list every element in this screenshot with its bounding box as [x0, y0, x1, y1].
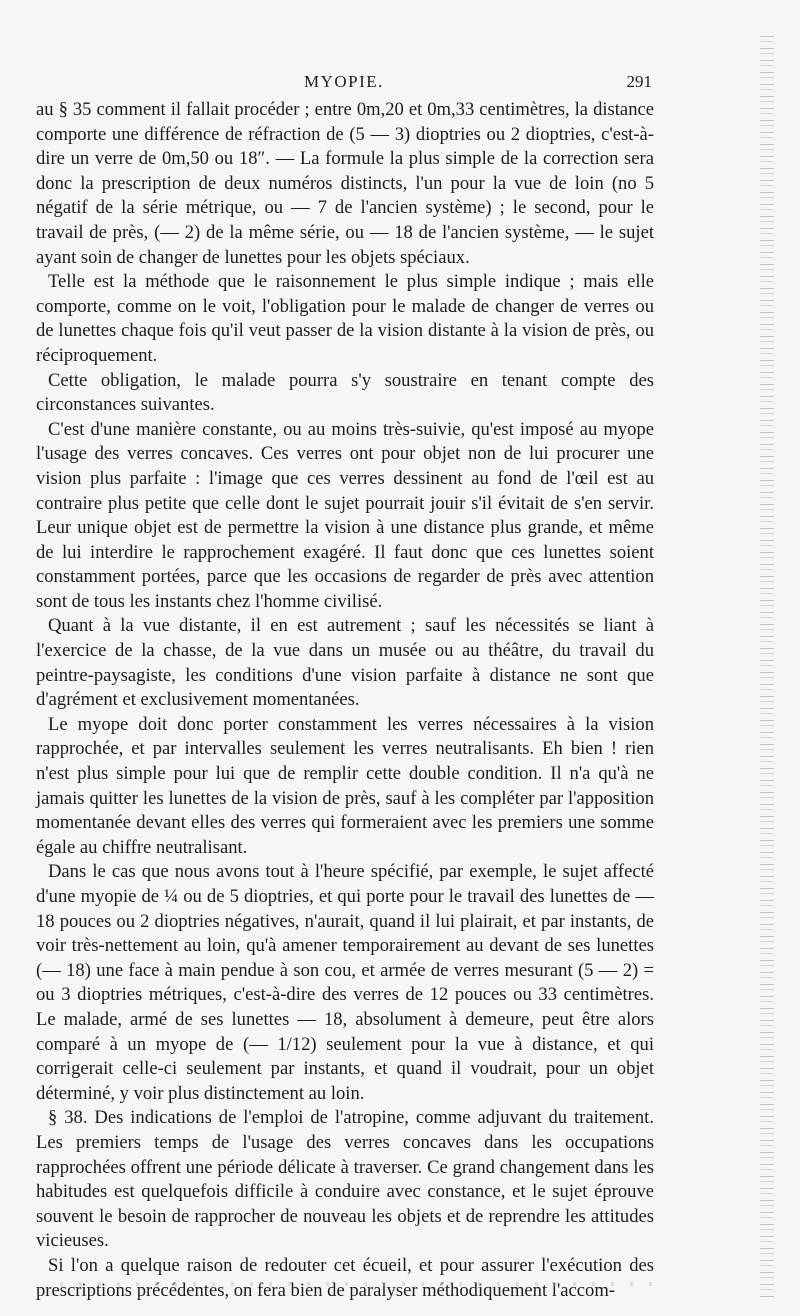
page-number: 291 — [626, 72, 652, 91]
paragraph: Le myope doit donc porter constamment les verres nécessaires à la vision rapprochée, et par intervalles seulement les verres neutralisants. Eh bien ! rien n'est plus simple pour lui que de remplir cette double condition. Il n'a qu'à ne jamais quitter les lunettes de la vision de près, sauf à les compléter par l'apposition momentanée devant elles des verres qui formeraient avec les premiers une somme égale au chiffre neutralisant. — [36, 713, 654, 858]
paragraph: Si l'on a quelque raison de redouter cet écueil, et pour assurer l'exécution des prescriptions précédentes, on fera bien de paralyser méthodiquement l'accom- — [36, 1254, 654, 1301]
paragraph: Cette obligation, le malade pourra s'y soustraire en tenant compte des circonstances suivantes. — [36, 369, 654, 416]
paragraph: C'est d'une manière constante, ou au moins très-suivie, qu'est imposé au myope l'usage des verres concaves. Ces verres ont pour objet non de lui procurer une vision plus parfaite : l'image que ces verres dessinent au fond de l'œil est au contraire plus petite que celle dont le sujet pourrait jouir s'il évitait de s'en servir. Leur unique objet est de permettre la vision à une distance plus grande, et même de lui interdire le rapprochement exagéré. Il faut donc que ces lunettes soient constamment portées, parce que les occasions de regarder de près avec attention sont de tous les instants chez l'homme civilisé. — [36, 418, 654, 612]
running-title: MYOPIE. — [304, 72, 384, 91]
paragraph: au § 35 comment il fallait procéder ; entre 0m,20 et 0m,33 centimètres, la distance comporte une différence de réfraction de (5 — 3) dioptries ou 2 dioptries, c'est-à-dire un verre de 0m,50 ou 18″. — La formule la plus simple de la correction sera donc la prescription de deux numéros distincts, l'un pour la vue de loin (no 5 négatif de la série métrique, ou — 7 de l'ancien système) ; le second, pour le travail de près, (— 2) de la même série, ou — 18 de l'ancien système, — le sujet ayant soin de changer de lunettes pour les objets spéciaux. — [36, 99, 654, 268]
scan-bottom-specks — [60, 1282, 660, 1286]
body-text — [36, 98, 654, 1303]
section-paragraph: § 38. Des indications de l'emploi de l'atropine, comme adjuvant du traitement. Les premiers temps de l'usage des verres concaves dans les occupations rapprochées offrent une période délicate à traverser. Ce grand changement dans les habitudes est quelquefois difficile à conduire avec constance, et le sujet éprouve souvent le besoin de rapprocher de nouveau les objets et de reprendre les attitudes vicieuses. — [36, 1107, 654, 1252]
page-header — [36, 72, 654, 98]
paragraph: Telle est la méthode que le raisonnement le plus simple indique ; mais elle comporte, comme on le voit, l'obligation pour le malade de changer de verres ou de lunettes chaque fois qu'il veut passer de la vision distante à la vision de près, ou réciproquement. — [36, 271, 654, 366]
paragraph: Dans le cas que nous avons tout à l'heure spécifié, par exemple, le sujet affecté d'une myopie de ¼ ou de 5 dioptries, et qui porte pour le travail des lunettes de — 18 pouces ou 2 dioptries négatives, n'aurait, quand il lui plairait, et par instants, de voir très-nettement au loin, qu'à amener temporairement au devant de ses lunettes (— 18) une face à main pendue à son cou, et armée de verres mesurant (5 — 2) = ou 3 dioptries métriques, c'est-à-dire des verres de 12 pouces ou 33 centimètres. Le malade, armé de ses lunettes — 18, absolument à demeure, peut être alors comparé à un myope de (— 1/12) seulement pour la vue à distance, et qui corrigerait celle-ci seulement par instants, et quand il voudrait, pour un objet déterminé, y voir plus distinctement au loin. — [36, 861, 654, 1104]
scan-edge-strip — [760, 30, 774, 1300]
paragraph: Quant à la vue distante, il en est autrement ; sauf les nécessités se liant à l'exercice de la chasse, de la vue dans un musée ou au théâtre, du travail du peintre-paysagiste, les conditions d'une vision parfaite à distance ne sont que d'agrément et exclusivement momentanées. — [36, 615, 654, 711]
